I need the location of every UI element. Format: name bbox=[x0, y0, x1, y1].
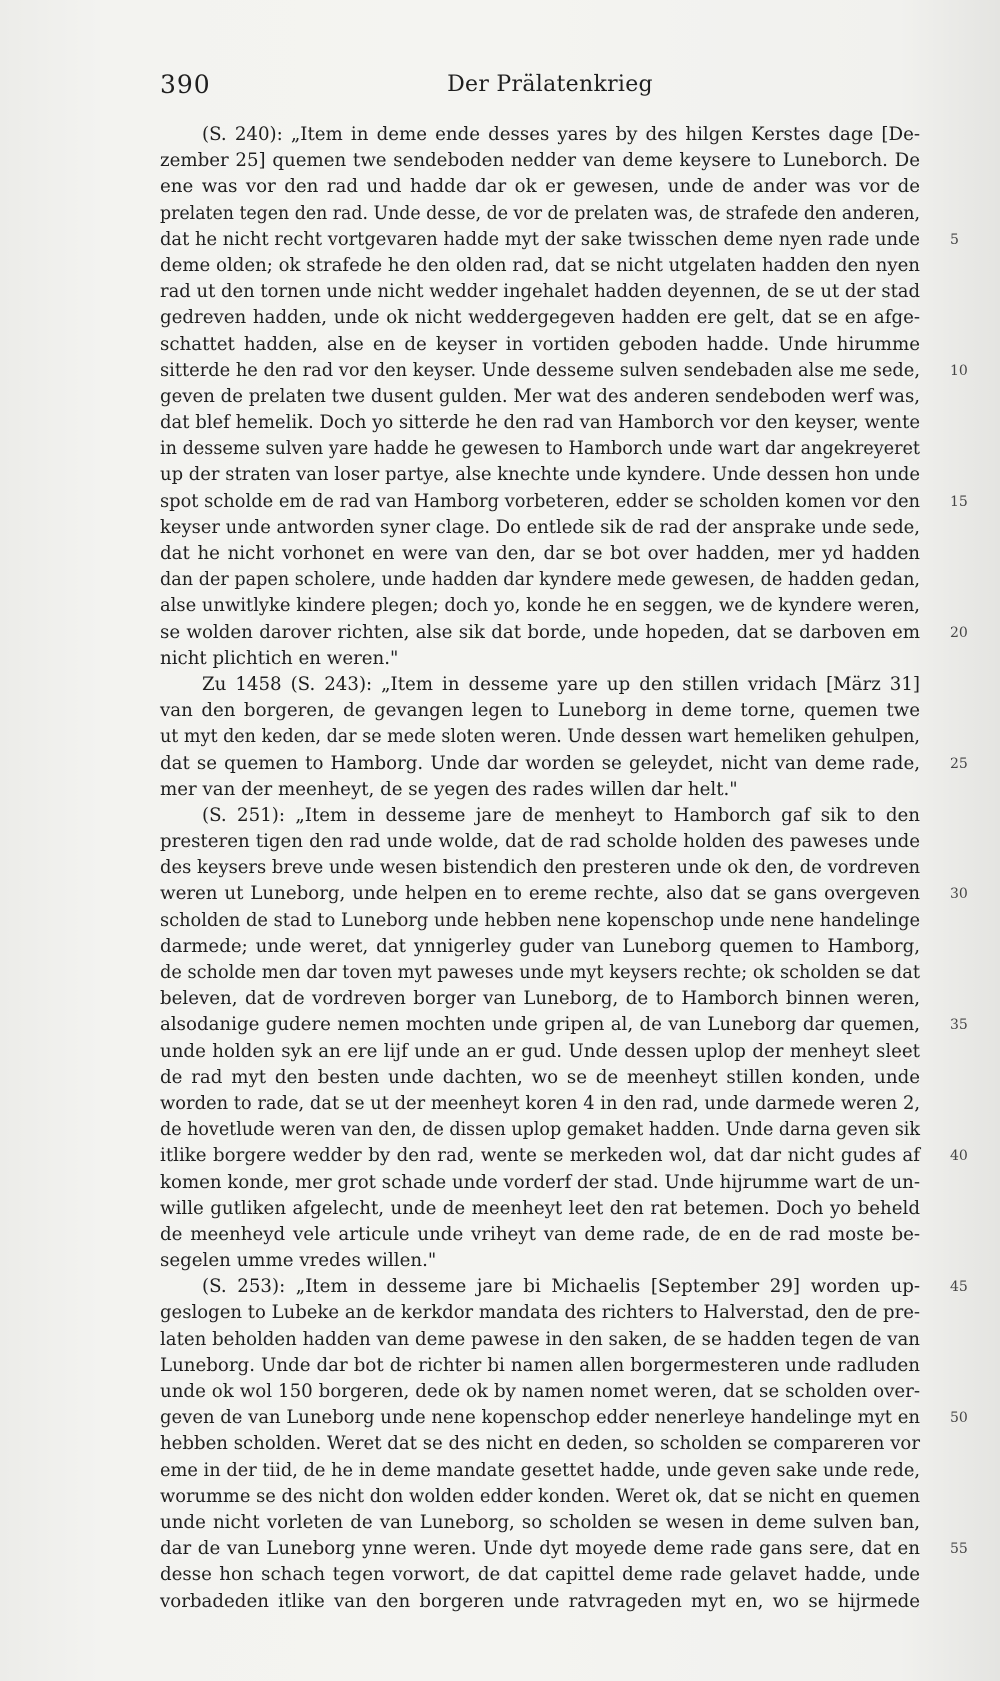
text-line bbox=[160, 1562, 940, 1588]
text-line bbox=[160, 305, 940, 331]
text-line bbox=[160, 1353, 940, 1379]
text-line bbox=[160, 646, 940, 672]
line-number: 35 bbox=[950, 1017, 968, 1034]
line-text: worumme se des nicht don wolden edder konden. Weret ok, dat se nicht en quemen bbox=[160, 1485, 920, 1507]
text-line bbox=[160, 1039, 940, 1065]
line-text: ene was vor den rad und hadde dar ok er gewesen, unde de ander was vor de bbox=[160, 176, 920, 198]
line-text: rad ut den tornen unde nicht wedder ingehalet hadden deyennen, de se ut der stad bbox=[160, 281, 920, 303]
line-text: up der straten van loser partye, alse knechte unde kyndere. Unde dessen hon unde bbox=[160, 464, 920, 486]
text-line bbox=[160, 777, 940, 803]
text-line bbox=[160, 1065, 940, 1091]
line-number: 50 bbox=[950, 1410, 968, 1427]
text-line bbox=[160, 122, 940, 148]
line-text: vorbadeden itlike van den borgeren unde ratvrageden myt en, wo se hijrmede bbox=[160, 1590, 920, 1612]
text-line bbox=[160, 1196, 940, 1222]
line-text: hebben scholden. Weret dat se des nicht en deden, so scholden se compareren vor bbox=[160, 1433, 920, 1455]
line-text: (S. 240): „Item in deme ende desses yares by des hilgen Kerstes dage [De- bbox=[202, 124, 920, 145]
line-text: nicht plichtich en weren." bbox=[160, 647, 399, 669]
line-text: dat he nicht vorhonet en were van den, dar se bot over hadden, mer yd hadden bbox=[160, 543, 920, 564]
line-text: weren ut Luneborg, unde helpen en to ereme rechte, also dat se gans overgeven bbox=[160, 883, 920, 905]
line-text: in desseme sulven yare hadde he gewesen to Hamborch unde wart dar angekreyeret bbox=[160, 438, 920, 460]
line-text: eme in der tiid, de he in deme mandate gesettet hadde, unde geven sake unde rede, bbox=[160, 1459, 920, 1481]
line-text: sitterde he den rad vor den keyser. Unde desseme sulven sendebaden alse me sede, bbox=[160, 359, 920, 381]
text-line bbox=[160, 410, 940, 436]
line-number: 25 bbox=[950, 755, 968, 772]
line-text: de meenheyd vele articule unde vriheyt van deme rade, de en de rad moste be- bbox=[160, 1223, 920, 1245]
text-line bbox=[160, 541, 940, 567]
text-line bbox=[160, 489, 968, 515]
line-text: spot scholde em de rad van Hamborg vorbeteren, edder se scholden komen vor den bbox=[160, 490, 920, 512]
line-number: 20 bbox=[950, 624, 968, 641]
text-line bbox=[160, 960, 940, 986]
line-text: keyser unde antworden syner clage. Do entlede sik de rad der ansprake unde sede, bbox=[160, 516, 920, 538]
line-text: itlike borgere wedder by den rad, wente se merkeden wol, dat dar nicht gudes af bbox=[160, 1145, 920, 1167]
line-text: segelen umme vredes willen." bbox=[160, 1250, 437, 1272]
page-number: 390 bbox=[160, 70, 211, 99]
line-text: alse unwitlyke kindere plegen; doch yo, konde he en seggen, we de kyndere weren, bbox=[160, 595, 920, 617]
text-line bbox=[160, 1405, 968, 1431]
line-text: de scholde men dar toven myt paweses unde myt keysers rechte; ok scholden se dat bbox=[160, 962, 920, 983]
line-text: geslogen to Lubeke an de kerkdor mandata des richters to Halverstad, den de pre- bbox=[160, 1302, 920, 1324]
line-text: beleven, dat de vordreven borger van Luneborg, de to Hamborch binnen weren, bbox=[160, 988, 920, 1010]
line-text: deme olden; ok strafede he den olden rad, dat se nicht utgelaten hadden den nyen bbox=[160, 254, 920, 276]
text-line bbox=[160, 934, 940, 960]
line-text: gedreven hadden, unde ok nicht weddergegeven hadden ere gelt, dat se en afge- bbox=[160, 307, 920, 329]
line-text: scholden de stad to Luneborg unde hebben nene kopenschop unde nene handelinge bbox=[160, 909, 920, 931]
line-number: 5 bbox=[950, 231, 959, 248]
text-line bbox=[160, 1536, 968, 1562]
text-line bbox=[160, 1274, 968, 1300]
text-line bbox=[160, 1300, 940, 1326]
text-line bbox=[160, 724, 940, 750]
text-line bbox=[160, 698, 940, 724]
line-text: unde nicht vorleten de van Luneborg, so scholden se wesen in deme sulven ban, bbox=[160, 1511, 920, 1533]
line-text: presteren tigen den rad unde wolde, dat de rad scholde holden des paweses unde bbox=[160, 831, 920, 853]
text-line bbox=[160, 358, 968, 384]
text-line bbox=[160, 986, 940, 1012]
text-line bbox=[160, 1170, 940, 1196]
line-text: ut myt den keden, dar se mede sloten weren. Unde dessen wart hemeliken gehulpen, bbox=[160, 726, 920, 748]
line-text: van den borgeren, de gevangen legen to Luneborg in deme torne, quemen twe bbox=[160, 700, 920, 722]
text-line bbox=[160, 567, 940, 593]
line-text: de rad myt den besten unde dachten, wo se de meenheyt stillen konden, unde bbox=[160, 1066, 920, 1088]
line-text: alsodanige gudere nemen mochten unde gripen al, de van Luneborg dar quemen, bbox=[160, 1014, 920, 1036]
line-text: Zu 1458 (S. 243): „Item in desseme yare up den stillen vridach [März 31] bbox=[202, 673, 920, 695]
text-line bbox=[160, 1327, 940, 1353]
line-text: unde ok wol 150 borgeren, dede ok by namen nomet weren, dat se scholden over- bbox=[160, 1381, 920, 1402]
text-line bbox=[160, 174, 940, 200]
line-number: 30 bbox=[950, 886, 968, 903]
text-line bbox=[160, 515, 940, 541]
line-text: wille gutliken afgelecht, unde de meenheyt leet den rat betemen. Doch yo beheld bbox=[160, 1197, 920, 1219]
line-text: dar de van Luneborg ynne weren. Unde dyt moyede deme rade gans sere, dat en bbox=[160, 1538, 920, 1560]
line-number: 15 bbox=[950, 493, 968, 510]
text-line bbox=[160, 148, 940, 174]
text-line bbox=[160, 1248, 940, 1274]
line-text: Luneborg. Unde dar bot de richter bi namen allen borgermesteren unde radluden bbox=[160, 1354, 920, 1376]
line-text: desse hon schach tegen vorwort, de dat capittel deme rade gelavet hadde, unde bbox=[160, 1564, 920, 1586]
line-text: worden to rade, dat se ut der meenheyt koren 4 in den rad, unde darmede weren 2, bbox=[160, 1092, 920, 1114]
text-line bbox=[160, 1431, 940, 1457]
text-line bbox=[160, 881, 968, 907]
line-text: se wolden darover richten, alse sik dat borde, unde hopeden, dat se darboven em bbox=[160, 621, 920, 643]
line-text: prelaten tegen den rad. Unde desse, de vor de prelaten was, de strafede den anderen, bbox=[160, 202, 920, 224]
text-line bbox=[160, 908, 940, 934]
text-line bbox=[160, 1091, 940, 1117]
line-text: dat blef hemelik. Doch yo sitterde he den rad van Hamborch vor den keyser, wente bbox=[160, 412, 920, 434]
line-text: mer van der meenheyt, de se yegen des rades willen dar helt." bbox=[160, 778, 738, 800]
text-line bbox=[160, 253, 940, 279]
line-number: 55 bbox=[950, 1541, 968, 1558]
line-text: (S. 251): „Item in desseme jare de menheyt to Hamborch gaf sik to den bbox=[202, 804, 920, 826]
text-line bbox=[160, 1458, 940, 1484]
text-line bbox=[160, 201, 940, 227]
text-line bbox=[160, 384, 940, 410]
text-line bbox=[160, 279, 940, 305]
text-line bbox=[160, 855, 940, 881]
line-text: (S. 253): „Item in desseme jare bi Michaelis [September 29] worden up- bbox=[202, 1276, 920, 1298]
text-line bbox=[160, 332, 940, 358]
text-line bbox=[160, 620, 968, 646]
running-title: Der Prälatenkrieg bbox=[447, 72, 653, 97]
text-line bbox=[160, 672, 940, 698]
page-header bbox=[160, 70, 940, 104]
text-line bbox=[160, 1117, 940, 1143]
text-line bbox=[160, 1589, 940, 1615]
line-text: darmede; unde weret, dat ynnigerley guder van Luneborg quemen to Hamborg, bbox=[160, 935, 920, 957]
text-line bbox=[160, 593, 940, 619]
text-line bbox=[160, 1012, 968, 1038]
text-line bbox=[160, 227, 959, 253]
line-text: des keysers breve unde wesen bistendich den presteren unde ok den, de vordreven bbox=[160, 857, 920, 879]
line-text: unde holden syk an ere lijf unde an er gud. Unde dessen uplop der menheyt sleet bbox=[160, 1040, 920, 1062]
text-line bbox=[160, 436, 940, 462]
line-number: 45 bbox=[950, 1279, 968, 1296]
line-text: dat se quemen to Hamborg. Unde dar worden se geleydet, nicht van deme rade, bbox=[160, 752, 920, 774]
text-line bbox=[160, 803, 940, 829]
line-text: de hovetlude weren van den, de dissen uplop gemaket hadden. Unde darna geven sik bbox=[160, 1119, 920, 1141]
text-line bbox=[160, 1484, 940, 1510]
line-text: schattet hadden, alse en de keyser in vortiden geboden hadde. Unde hirumme bbox=[160, 333, 920, 355]
line-text: laten beholden hadden van deme pawese in den saken, de se hadden tegen de van bbox=[160, 1328, 920, 1350]
line-number: 40 bbox=[950, 1148, 968, 1165]
text-line bbox=[160, 462, 940, 488]
text-line bbox=[160, 1510, 940, 1536]
text-line bbox=[160, 1379, 940, 1405]
line-text: geven de prelaten twe dusent gulden. Mer wat des anderen sendeboden werf was, bbox=[160, 385, 920, 407]
text-line bbox=[160, 751, 968, 777]
line-text: geven de van Luneborg unde nene kopenschop edder nenerleye handelinge myt en bbox=[160, 1407, 920, 1429]
line-number: 10 bbox=[950, 362, 968, 379]
line-text: dan der papen scholere, unde hadden dar kyndere mede gewesen, de hadden gedan, bbox=[160, 569, 920, 591]
line-text: dat he nicht recht vortgevaren hadde myt der sake twisschen deme nyen rade unde bbox=[160, 228, 920, 250]
text-line bbox=[160, 1222, 940, 1248]
line-text: komen konde, mer grot schade unde vorderf der stad. Unde hijrumme wart de un- bbox=[160, 1171, 920, 1193]
line-text: zember 25] quemen twe sendeboden nedder van deme keysere to Luneborch. De bbox=[160, 150, 920, 172]
body-text bbox=[160, 122, 968, 1615]
text-line bbox=[160, 829, 940, 855]
text-line bbox=[160, 1143, 968, 1169]
